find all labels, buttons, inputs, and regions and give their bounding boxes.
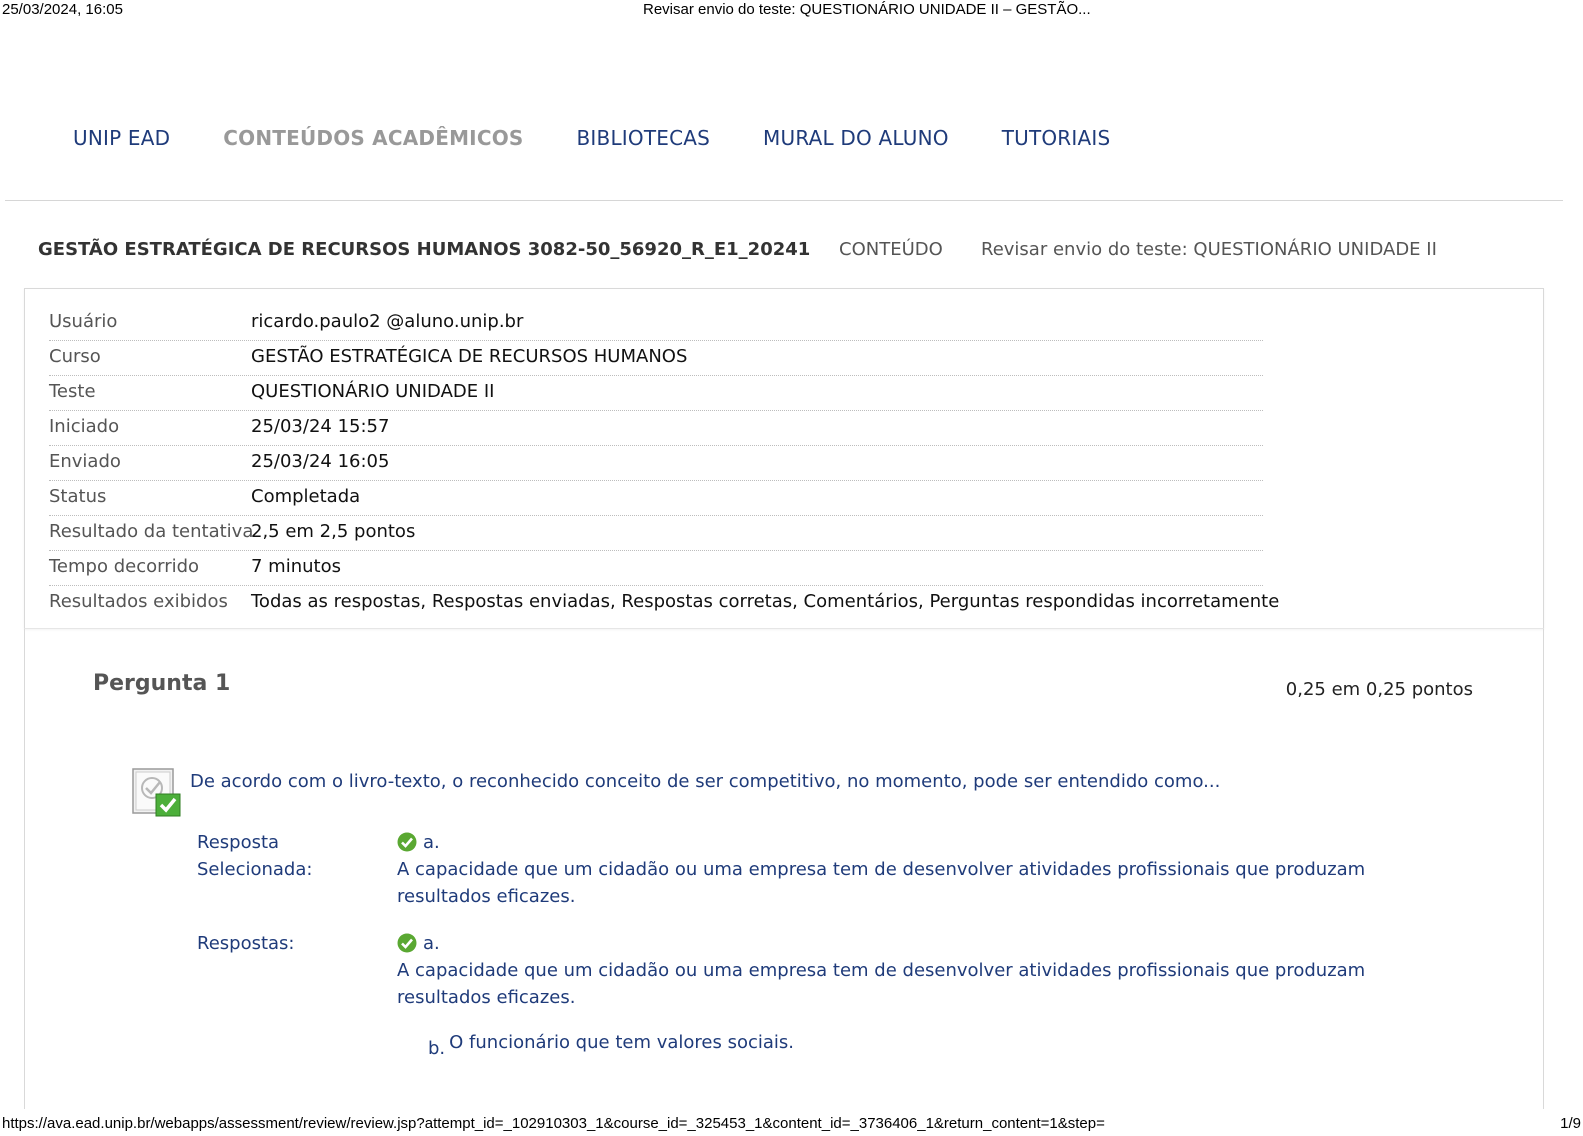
answer-b-letter: b. <box>428 1038 446 1059</box>
info-value: 25/03/24 16:05 <box>251 451 390 472</box>
answer-a-line2: resultados eficazes. <box>397 987 576 1008</box>
answers-label: Respostas: <box>197 933 295 954</box>
breadcrumb-course[interactable]: GESTÃO ESTRATÉGICA DE RECURSOS HUMANOS 3082-50_56920_R_E1_20241 <box>38 239 811 260</box>
info-label: Usuário <box>49 311 118 332</box>
answer-option-b <box>428 1032 794 1059</box>
info-value: QUESTIONÁRIO UNIDADE II <box>251 381 495 402</box>
selected-answer-line2: resultados eficazes. <box>397 886 576 907</box>
print-page-number: 1/9 <box>1560 1115 1581 1132</box>
info-value: 2,5 em 2,5 pontos <box>251 521 416 542</box>
question-text: De acordo com o livro-texto, o reconhecido conceito de ser competitivo, no momento, pode ser entendido como... <box>190 771 1221 792</box>
breadcrumb-section[interactable]: CONTEÚDO <box>839 239 943 260</box>
info-label: Curso <box>49 346 101 367</box>
question-panel <box>24 628 1544 1109</box>
selected-answer-label-line2: Selecionada: <box>197 859 313 880</box>
info-row-status <box>49 481 1263 516</box>
selected-answer-label <box>197 829 312 883</box>
check-icon <box>397 933 417 953</box>
info-row-enviado <box>49 446 1263 481</box>
info-label: Enviado <box>49 451 121 472</box>
nav-tutoriais[interactable]: TUTORIAIS <box>1001 126 1111 150</box>
info-value: Completada <box>251 486 361 507</box>
answer-option-a <box>397 930 1397 1011</box>
top-navigation <box>73 118 1163 158</box>
info-label: Resultado da tentativa <box>49 521 254 542</box>
info-row-resultados-exibidos <box>49 586 1280 620</box>
info-label: Iniciado <box>49 416 120 437</box>
info-label: Status <box>49 486 107 507</box>
info-value: 25/03/24 15:57 <box>251 416 390 437</box>
nav-divider <box>5 200 1563 201</box>
print-footer <box>0 1110 1583 1136</box>
nav-bibliotecas[interactable]: BIBLIOTECAS <box>576 126 711 150</box>
info-label: Tempo decorrido <box>49 556 200 577</box>
info-row-curso <box>49 341 1263 376</box>
nav-mural-do-aluno[interactable]: MURAL DO ALUNO <box>763 126 949 150</box>
print-header <box>0 0 1583 22</box>
selected-answer-label-line1: Resposta <box>197 832 280 853</box>
info-row-tempo <box>49 551 1263 586</box>
breadcrumb-current: Revisar envio do teste: QUESTIONÁRIO UNIDADE II <box>981 239 1437 260</box>
info-row-resultado <box>49 516 1263 551</box>
question-title: Pergunta 1 <box>93 671 231 696</box>
answer-b-text: O funcionário que tem valores sociais. <box>449 1032 794 1053</box>
check-icon <box>397 832 417 852</box>
attempt-info-table <box>49 306 1280 620</box>
info-row-teste <box>49 376 1263 411</box>
print-date: 25/03/2024, 16:05 <box>2 1 123 18</box>
answer-a-line1: A capacidade que um cidadão ou uma empresa tem de desenvolver atividades profissionais que produzam <box>397 960 1366 981</box>
info-value: Todas as respostas, Respostas enviadas, Respostas corretas, Comentários, Perguntas respondidas incorretamente <box>251 591 1280 612</box>
info-row-usuario <box>49 306 1263 341</box>
nav-conteudos-academicos[interactable]: CONTEÚDOS ACADÊMICOS <box>223 126 524 150</box>
selected-answer-line1: A capacidade que um cidadão ou uma empresa tem de desenvolver atividades profissionais que produzam <box>397 859 1366 880</box>
attempt-info-panel <box>24 288 1544 629</box>
info-label: Resultados exibidos <box>49 591 228 612</box>
info-label: Teste <box>49 381 96 402</box>
correct-question-icon <box>132 768 182 818</box>
info-value: GESTÃO ESTRATÉGICA DE RECURSOS HUMANOS <box>251 346 688 367</box>
info-row-iniciado <box>49 411 1263 446</box>
question-points: 0,25 em 0,25 pontos <box>1285 679 1473 700</box>
info-value: ricardo.paulo2 @aluno.unip.br <box>251 311 524 332</box>
info-value: 7 minutos <box>251 556 341 577</box>
print-url: https://ava.ead.unip.br/webapps/assessment/review/review.jsp?attempt_id=_102910303_1&course_id=_325453_1&content_id=_3736406_1&return_content=1&step= <box>2 1115 1105 1132</box>
answer-a-letter: a. <box>423 933 440 954</box>
selected-answer-letter: a. <box>423 832 440 853</box>
selected-answer <box>397 829 1397 910</box>
print-title: Revisar envio do teste: QUESTIONÁRIO UNIDADE II – GESTÃO... <box>643 1 1091 18</box>
nav-unip-ead[interactable]: UNIP EAD <box>73 126 171 150</box>
breadcrumb <box>38 236 1568 266</box>
